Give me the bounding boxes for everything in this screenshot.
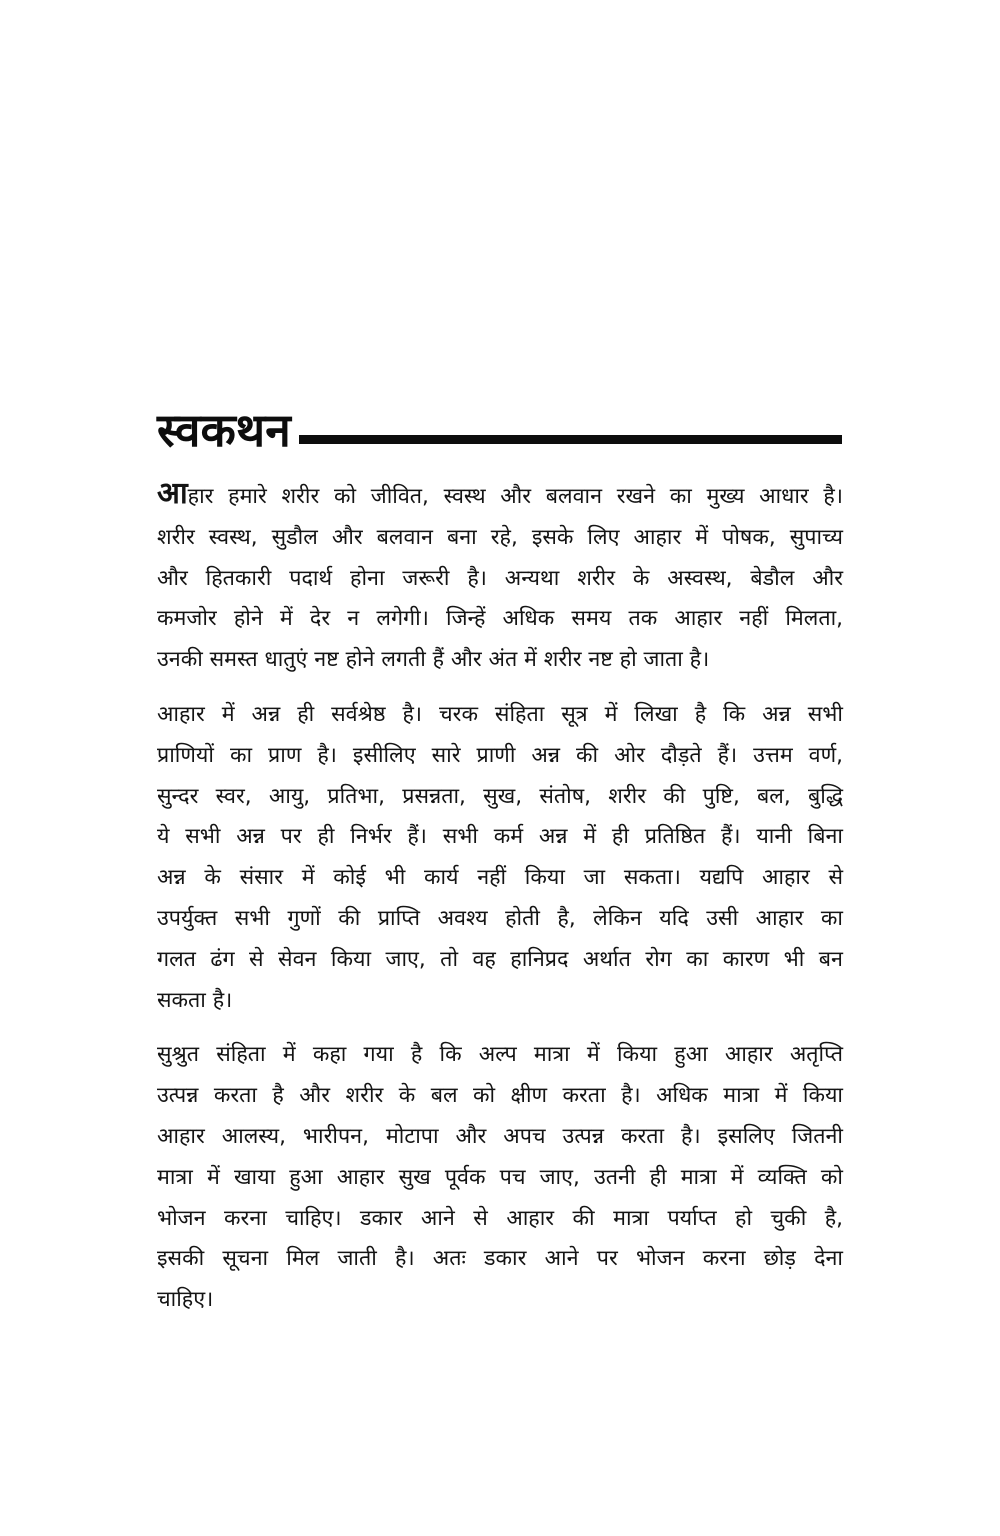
paragraph-line — [157, 1035, 843, 1076]
line-text: आहार में अन्न ही सर्वश्रेष्ठ है। चरक संहिता सूत्र में लिखा है कि अन्न सभी — [157, 701, 843, 727]
paragraph-line — [157, 518, 843, 559]
paragraph-2 — [157, 695, 843, 1021]
line-text: सुश्रुत संहिता में कहा गया है कि अल्प मात्रा में किया हुआ आहार अतृप्ति — [157, 1042, 843, 1068]
paragraph-line — [157, 1280, 843, 1321]
line-text: सुन्दर स्वर, आयु, प्रतिभा, प्रसन्नता, सुख, संतोष, शरीर की पुष्टि, बल, बुद्धि — [157, 783, 843, 809]
paragraph-line — [157, 1199, 843, 1240]
line-text: प्राणियों का प्राण है। इसीलिए सारे प्राणी अन्न की ओर दौड़ते हैं। उत्तम वर्ण, — [157, 742, 843, 768]
paragraph-line — [157, 559, 843, 600]
line-text: कमजोर होने में देर न लगेगी। जिन्हें अधिक समय तक आहार नहीं मिलता, — [157, 606, 843, 632]
line-text: उत्पन्न करता है और शरीर के बल को क्षीण करता है। अधिक मात्रा में किया — [157, 1083, 843, 1109]
paragraph-line — [157, 899, 843, 940]
paragraph-1 — [157, 474, 843, 681]
drop-cap: आ — [157, 476, 188, 511]
line-text: ये सभी अन्न पर ही निर्भर हैं। सभी कर्म अन्न में ही प्रतिष्ठित हैं। यानी बिना — [157, 824, 843, 850]
paragraph-line — [157, 640, 843, 681]
page-title: स्वकथन — [157, 403, 291, 457]
line-text: आहार आलस्य, भारीपन, मोटापा और अपच उत्पन्न करता है। इसलिए जितनी — [157, 1123, 843, 1149]
line-text: सकता है। — [157, 987, 233, 1013]
paragraph-line — [157, 1117, 843, 1158]
paragraph-line — [157, 1239, 843, 1280]
line-text: शरीर स्वस्थ, सुडौल और बलवान बना रहे, इसके लिए आहार में पोषक, सुपाच्य — [157, 524, 843, 550]
paragraph-line — [157, 1158, 843, 1199]
line-text: चाहिए। — [157, 1287, 214, 1313]
line-text: उनकी समस्त धातुएं नष्ट होने लगती हैं और अंत में शरीर नष्ट हो जाता है। — [157, 647, 710, 673]
paragraph-3 — [157, 1035, 843, 1321]
paragraph-line — [157, 817, 843, 858]
line-text: मात्रा में खाया हुआ आहार सुख पूर्वक पच जाए, उतनी ही मात्रा में व्यक्ति को — [157, 1164, 843, 1190]
paragraph-line — [157, 1076, 843, 1117]
line-text: हार हमारे शरीर को जीवित, स्वस्थ और बलवान रखने का मुख्य आधार है। — [187, 484, 843, 509]
heading-rule — [299, 435, 842, 444]
line-text: अन्न के संसार में कोई भी कार्य नहीं किया जा सकता। यद्यपि आहार से — [157, 865, 843, 891]
paragraph-line — [157, 474, 843, 518]
line-text: और हितकारी पदार्थ होना जरूरी है। अन्यथा शरीर के अस्वस्थ, बेडौल और — [157, 565, 843, 591]
line-text: इसकी सूचना मिल जाती है। अतः डकार आने पर भोजन करना छोड़ देना — [157, 1246, 843, 1272]
paragraph-line — [157, 777, 843, 818]
paragraph-line — [157, 736, 843, 777]
line-text: भोजन करना चाहिए। डकार आने से आहार की मात्रा पर्याप्त हो चुकी है, — [157, 1205, 843, 1231]
paragraph-line — [157, 940, 843, 981]
paragraph-line — [157, 858, 843, 899]
paragraph-line — [157, 599, 843, 640]
paragraph-line — [157, 695, 843, 736]
heading-row — [157, 383, 842, 457]
body-text — [157, 474, 843, 1335]
line-text: उपर्युक्त सभी गुणों की प्राप्ति अवश्य होती है, लेकिन यदि उसी आहार का — [157, 905, 843, 931]
paragraph-line — [157, 981, 843, 1022]
line-text: गलत ढंग से सेवन किया जाए, तो वह हानिप्रद अर्थात रोग का कारण भी बन — [157, 946, 843, 972]
